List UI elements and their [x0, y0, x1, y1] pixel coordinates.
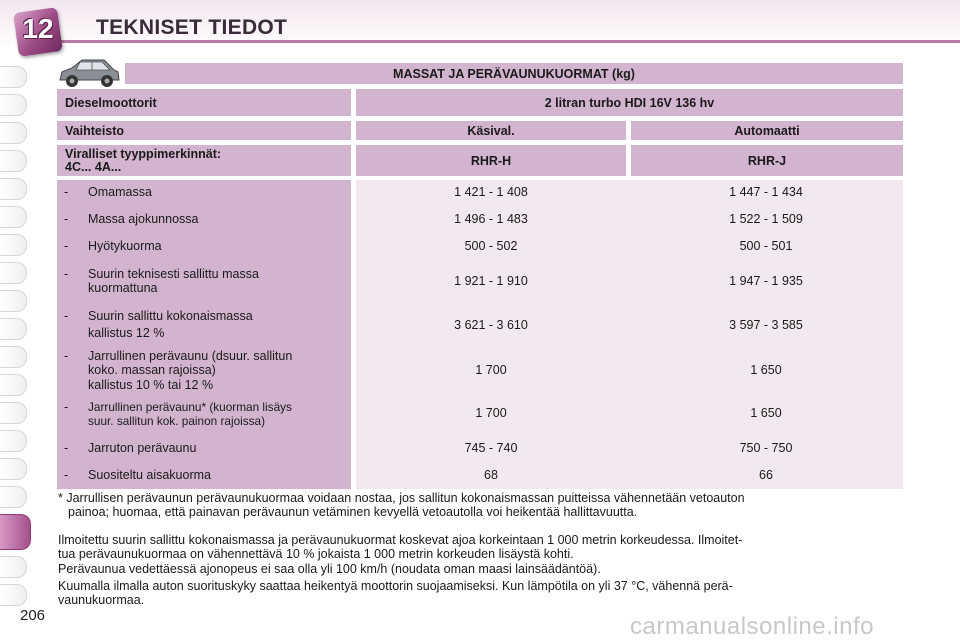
row-auto-value: 1 447 - 1 434 [729, 185, 803, 199]
side-tab[interactable] [0, 402, 27, 424]
side-tab[interactable] [0, 458, 27, 480]
footnote [58, 491, 904, 519]
side-tab[interactable] [0, 430, 27, 452]
para3-line2: vaunukuormaa. [58, 593, 145, 607]
row-sublabel: koko. massan rajoissa) [88, 363, 216, 377]
page-number: 206 [20, 607, 46, 624]
row-manual-value: 745 - 740 [464, 441, 518, 455]
row-manual-value: 1 496 - 1 483 [454, 212, 528, 226]
row-dash: - [64, 212, 69, 226]
row-label: Suurin teknisesti sallittu massa [88, 267, 259, 281]
gearbox-label: Vaihteisto [57, 121, 351, 140]
row-manual-value: 1 421 - 1 408 [454, 185, 528, 199]
side-tab[interactable] [0, 206, 27, 228]
row-sublabel-2: kallistus 10 % tai 12 % [88, 378, 214, 392]
row-label: Hyötykuorma [88, 239, 162, 253]
table-title: MASSAT JA PERÄVAUNUKUORMAT (kg) [125, 63, 903, 84]
row-auto-value: 3 597 - 3 585 [729, 318, 803, 332]
row-manual-value: 500 - 502 [464, 239, 518, 253]
row-manual-value: 1 700 [475, 363, 507, 377]
row-sublabel: kallistus 12 % [88, 326, 165, 340]
row-dash: - [64, 468, 69, 482]
para3-line1: Kuumalla ilmalla auton suorituskyky saattaa heikentyä moottorin suojaamiseksi. Kun lämpötila on yli 37 °C, vähennä perä- [58, 579, 733, 593]
gearbox-auto: Automaatti [631, 121, 903, 140]
side-tab[interactable] [0, 374, 27, 396]
side-tab-active[interactable] [0, 514, 31, 550]
row-auto-value: 500 - 501 [739, 239, 793, 253]
side-tab[interactable] [0, 66, 27, 88]
watermark: carmanualsonline.info [630, 613, 874, 640]
side-tab[interactable] [0, 262, 27, 284]
paragraph-speed: Perävaunua vedettäessä ajonopeus ei saa olla yli 100 km/h (noudata oman maasi lainsäädäntöä). [58, 562, 601, 576]
side-tab[interactable] [0, 346, 27, 368]
row-auto-value: 66 [759, 468, 773, 482]
row-dash: - [64, 309, 69, 323]
row-auto-value: 1 650 [750, 406, 782, 420]
row-dash: - [64, 400, 69, 414]
side-tab[interactable] [0, 486, 27, 508]
type-label [57, 145, 351, 176]
row-label: Jarrullinen perävaunu* (kuorman lisäys [88, 400, 292, 414]
engine-label: Dieselmoottorit [57, 89, 351, 116]
page-title: TEKNISET TIEDOT [96, 16, 288, 39]
para1-line1: Ilmoitettu suurin sallittu kokonaismassa ja perävaunukuormat koskevat ajoa korkeintaan 1 000 metrin korkeudessa. Ilmoitet- [58, 533, 743, 547]
paragraph-altitude [58, 533, 904, 561]
side-tab[interactable] [0, 584, 27, 606]
row-dash: - [64, 267, 69, 281]
footnote-line2: painoa; huomaa, että painavan perävaunun vetäminen kevyellä vetoautolla voi heikentää hallittavuutta. [68, 505, 638, 519]
row-manual-value: 1 921 - 1 910 [454, 274, 528, 288]
type-label-line1: Viralliset tyyppimerkinnät: [65, 147, 222, 161]
row-auto-value: 1 522 - 1 509 [729, 212, 803, 226]
car-icon [56, 56, 122, 90]
para1-line2: tua perävaunukuormaa on vähennettävä 10 % jokaista 1 000 metrin korkeuden lisäystä kohti. [58, 547, 574, 561]
row-auto-value: 1 947 - 1 935 [729, 274, 803, 288]
side-tab[interactable] [0, 94, 27, 116]
side-tab[interactable] [0, 122, 27, 144]
row-label: Suurin sallittu kokonaismassa [88, 309, 253, 323]
side-tab[interactable] [0, 318, 27, 340]
row-manual-value: 1 700 [475, 406, 507, 420]
row-dash: - [64, 185, 69, 199]
type-auto: RHR-J [631, 145, 903, 176]
row-label: Suositeltu aisakuorma [88, 468, 211, 482]
side-tab[interactable] [0, 150, 27, 172]
header-divider [58, 40, 960, 43]
row-label: Jarruton perävaunu [88, 441, 197, 455]
row-label: Omamassa [88, 185, 152, 199]
side-tab[interactable] [0, 178, 27, 200]
type-label-line2: 4C... 4A... [65, 160, 122, 174]
row-label: Jarrullinen perävaunu (dsuur. sallitun [88, 349, 293, 363]
row-sublabel: suur. sallitun kok. painon rajoissa) [88, 414, 266, 428]
row-dash: - [64, 349, 69, 363]
row-auto-value: 1 650 [750, 363, 782, 377]
row-dash: - [64, 239, 69, 253]
gearbox-manual: Käsival. [356, 121, 626, 140]
row-label: Massa ajokunnossa [88, 212, 199, 226]
row-manual-value: 68 [484, 468, 498, 482]
row-dash: - [64, 441, 69, 455]
side-tab[interactable] [0, 556, 27, 578]
footnote-line1: * Jarrullisen perävaunun perävaunukuormaa voidaan nostaa, jos sallitun kokonaismassan puitteissa vähennetään vetoauton [58, 491, 745, 505]
chapter-number: 12 [22, 13, 54, 44]
type-manual: RHR-H [356, 145, 626, 176]
side-tab[interactable] [0, 234, 27, 256]
row-auto-value: 750 - 750 [739, 441, 793, 455]
row-sublabel: kuormattuna [88, 281, 158, 295]
engine-value: 2 litran turbo HDI 16V 136 hv [356, 89, 903, 116]
side-tab[interactable] [0, 290, 27, 312]
row-manual-value: 3 621 - 3 610 [454, 318, 528, 332]
paragraph-heat [58, 579, 904, 607]
